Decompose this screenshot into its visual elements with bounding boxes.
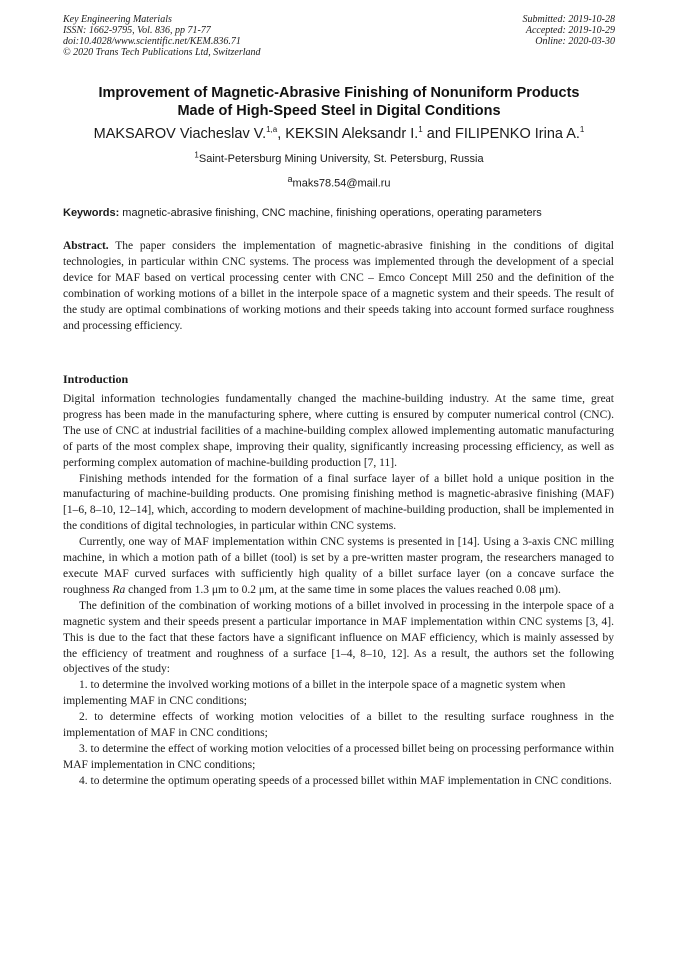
intro-paragraph-2: Finishing methods intended for the formation of a final surface layer of a billet hold a unique position in the manufacturing of machine-building products. One promising finishing method is magnetic-abrasive finishing (MAF) [1–6, 8–10, 12–14], which, according to modern development of machine-building production, shall be implemented in the conditions of digital technologies, in particular within CNC systems. xyxy=(63,472,614,533)
affiliation-superscript: 1 xyxy=(194,150,199,160)
issn-line: ISSN: 1662-9795, Vol. 836, pp 71-77 xyxy=(63,25,211,36)
keywords-label: Keywords: xyxy=(63,207,120,219)
intro-paragraph-1: Digital information technologies fundamentally changed the machine-building industry. At the same time, great progress has been made in the manufacturing sphere, where cutting is ensured by computer numerical control (CNC). The use of CNC at industrial facilities of a machine-building complex allowed implementing automatic manufacturing of parts of the most complex shape, improving their quality, significantly increasing processing efficiency, as well as performing complex automation of machine-building production [7, 11]. xyxy=(63,393,614,469)
objective-3: 3. to determine the effect of working motion velocities of a processed billet being on processing performance within MAF implementation in CNC conditions; xyxy=(63,742,614,771)
author-2-superscript: 1 xyxy=(418,125,423,135)
intro-paragraph-3-part-a: Currently, one way of MAF implementation within CNC systems is presented in [14]. Using a 3-axis CNC milling machine, in which a motion path of a billet (tool) is set by a pre-written master program, the researchers managed to execute MAF curved surfaces with sufficiently high quality of a billet surface layer (on a concave surface the roughness xyxy=(63,536,614,596)
objective-4: 4. to determine the optimum operating speeds of a processed billet within MAF implementation in CNC conditions. xyxy=(79,774,612,787)
objective-1-line-1: 1. to determine the involved working motions of a billet in the interpole space of a magnetic system when xyxy=(79,679,566,692)
journal-info xyxy=(63,14,261,58)
publication-dates xyxy=(523,14,616,47)
author-1-superscript: 1,a xyxy=(266,125,278,135)
title-line-2: Made of High-Speed Steel in Digital Conditions xyxy=(177,103,501,119)
roughness-symbol: Ra xyxy=(112,583,126,596)
keywords xyxy=(63,206,623,220)
author-3-superscript: 1 xyxy=(579,125,585,135)
intro-paragraph-3 xyxy=(63,535,614,599)
affiliation xyxy=(20,152,658,166)
online-date: Online: 2020-03-30 xyxy=(535,36,615,47)
journal-name: Key Engineering Materials xyxy=(63,14,172,25)
keywords-text: magnetic-abrasive finishing, CNC machine, finishing operations, operating parameters xyxy=(119,207,542,219)
submitted-date: Submitted: 2019-10-28 xyxy=(522,14,615,25)
author-1: MAKSAROV Viacheslav V. xyxy=(93,126,267,142)
title-line-1: Improvement of Magnetic-Abrasive Finishing of Nonuniform Products xyxy=(98,85,580,101)
abstract-text: The paper considers the implementation of magnetic-abrasive finishing in the conditions of digital technologies, in particular within CNC systems. The process was implemented through the development of a special device for MAF based on vertical processing center with CNC – Emco Concept Mill 250 and the definition of the combination of working motions of a billet in the interpole space of a magnetic system and their speeds. The result of the study are optimal combinations of working motions and their speeds taking into account formed surface roughness and processing efficiency. xyxy=(63,240,614,332)
objective-2: 2. to determine effects of working motion velocities of a billet to the resulting surface roughness in the implementation of MAF in CNC conditions; xyxy=(63,711,614,740)
author-email xyxy=(20,172,658,191)
accepted-date: Accepted: 2019-10-29 xyxy=(525,25,615,36)
copyright-line: © 2020 Trans Tech Publications Ltd, Switzerland xyxy=(63,47,261,58)
author-list xyxy=(20,125,658,143)
paper-title xyxy=(50,84,628,120)
introduction-heading: Introduction xyxy=(63,372,129,386)
abstract-label: Abstract. xyxy=(63,240,109,252)
affiliation-text: Saint-Petersburg Mining University, St. Petersburg, Russia xyxy=(198,153,484,165)
email-address[interactable]: maks78.54@mail.ru xyxy=(292,177,391,190)
introduction-body xyxy=(63,392,614,790)
email-superscript: a xyxy=(287,174,293,184)
abstract xyxy=(63,239,614,334)
author-3: and FILIPENKO Irina A. xyxy=(422,126,580,142)
intro-paragraph-4: The definition of the combination of working motions of a billet involved in processing in the interpole space of a magnetic system and their speeds present a particular importance in MAF implementation within CNC systems [3, 4]. This is due to the fact that these factors have a significant influence on MAF efficiency, which is mainly assessed by the efficiency of treatment and roughness of a surface [1–4, 8–10, 12]. As a result, the authors set the following objectives of the study: xyxy=(63,599,614,676)
doi-line[interactable]: doi:10.4028/www.scientific.net/KEM.836.71 xyxy=(63,36,241,47)
author-2: , KEKSIN Aleksandr I. xyxy=(277,126,419,142)
objective-1-line-2: implementing MAF in CNC conditions; xyxy=(63,695,248,708)
intro-paragraph-3-part-b: changed from 1.3 μm to 0.2 μm, at the same time in some places the values reached 0.08 μm). xyxy=(125,583,561,596)
